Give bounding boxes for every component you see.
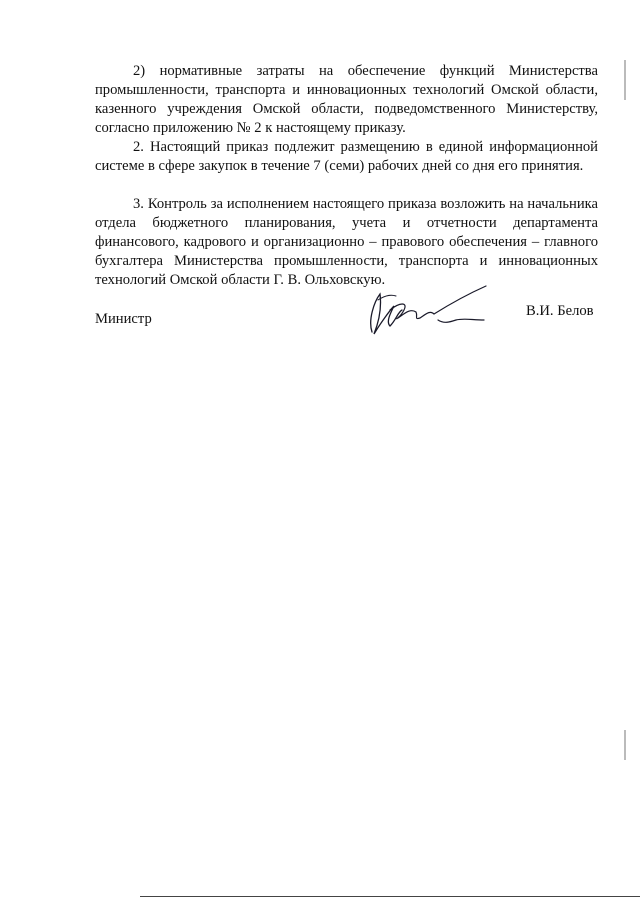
paragraph-item-2: 2) нормативные затраты на обеспечение функций Министерства промышленности, транспорта и инновационных технологий Омской области, казенного учреждения Омской области, подведомственного Министерству, согласно приложению № 2 к настоящему приказу. — [95, 63, 598, 136]
scan-edge-mark — [624, 60, 626, 100]
signatory-name: В.И. Белов — [526, 303, 594, 319]
signatory-title: Министр — [95, 311, 152, 327]
paragraph-section-2: 2. Настоящий приказ подлежит размещению в единой информационной системе в сфере закупок в течение 7 (семи) рабочих дней со дня его принятия. — [95, 139, 598, 174]
paragraph-section-3: 3. Контроль за исполнением настоящего приказа возложить на начальника отдела бюджетного планирования, учета и отчетности департамента финансового, кадрового и организационно – правового обеспечения – главного бухгалтера Министерства промышленности, транспорта и инновационных технологий Омской области Г. В. Ольховскую. — [95, 196, 598, 288]
scan-edge-mark — [624, 730, 626, 760]
handwritten-signature — [360, 280, 490, 340]
bottom-rule — [140, 896, 640, 897]
